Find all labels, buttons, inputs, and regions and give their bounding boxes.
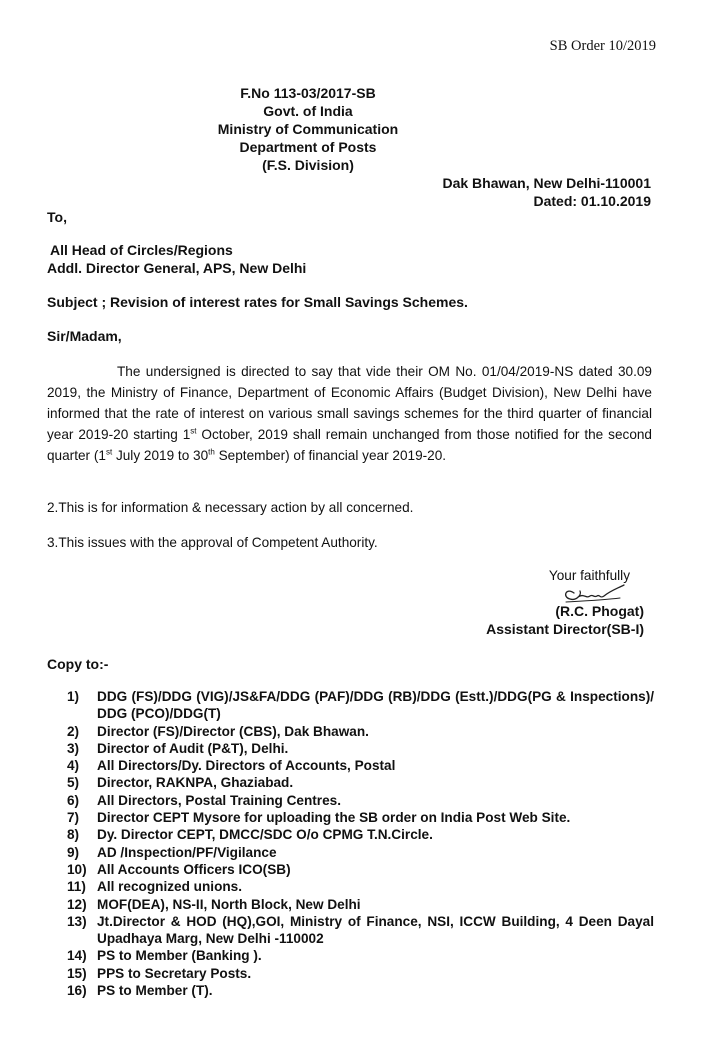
recipient-1: All Head of Circles/Regions bbox=[50, 242, 233, 258]
recipient-2: Addl. Director General, APS, New Delhi bbox=[47, 260, 307, 276]
salutation: Sir/Madam, bbox=[47, 328, 122, 344]
copy-to-item: 1) DDG (FS)/DDG (VIG)/JS&FA/DDG (PAF)/DDG (RB)/DDG (Estt.)/DDG(PG & Inspections)/ DDG (PCO)/DDG(T) bbox=[67, 689, 654, 722]
signatory-name: (R.C. Phogat) bbox=[555, 603, 644, 619]
copy-to-item: 7) Director CEPT Mysore for uploading the SB order on India Post Web Site. bbox=[67, 810, 571, 826]
department-name: Department of Posts bbox=[239, 139, 377, 155]
copy-to-item: 12) MOF(DEA), NS-II, North Block, New Delhi bbox=[67, 896, 361, 912]
copy-to-item: 8) Dy. Director CEPT, DMCC/SDC O/o CPMG T.N.Circle. bbox=[67, 827, 433, 843]
copy-to-item: 9) AD /Inspection/PF/Vigilance bbox=[67, 844, 277, 860]
office-address: Dak Bhawan, New Delhi-110001 bbox=[442, 175, 651, 191]
copy-to-list bbox=[67, 688, 654, 999]
handwritten-signature bbox=[560, 583, 630, 605]
copy-to-label: Copy to:- bbox=[47, 656, 109, 672]
order-number: SB Order 10/2019 bbox=[549, 38, 656, 54]
copy-to-item: 2) Director (FS)/Director (CBS), Dak Bhawan. bbox=[67, 723, 369, 739]
body-paragraph-2: 2.This is for information & necessary action by all concerned. bbox=[47, 500, 414, 515]
file-number: F.No 113-03/2017-SB bbox=[240, 85, 376, 101]
govt-of-india: Govt. of India bbox=[263, 103, 353, 119]
to-label: To, bbox=[47, 209, 67, 225]
copy-to-item: 10) All Accounts Officers ICO(SB) bbox=[67, 861, 291, 877]
copy-to-item: 4) All Directors/Dy. Directors of Accounts, Postal bbox=[67, 758, 396, 774]
copy-to-item: 6) All Directors, Postal Training Centres. bbox=[67, 792, 341, 808]
copy-to-item: 5) Director, RAKNPA, Ghaziabad. bbox=[67, 775, 294, 791]
copy-to-item: 13) Jt.Director & HOD (HQ),GOI, Ministry of Finance, NSI, ICCW Building, 4 Deen Dayal Upadhaya Marg, New Delhi -110002 bbox=[67, 913, 654, 947]
division-name: (F.S. Division) bbox=[262, 157, 354, 173]
closing-line: Your faithfully bbox=[548, 568, 630, 583]
body-paragraph-1: The undersigned is directed to say that vide their OM No. 01/04/2019-NS dated 30.09 2019, the Ministry of Finance, Department of Economic Affairs (Budget Division), New Delhi have informed that the rate of interest on various small savings schemes for the third quarter of financial year 2019-20 starting 1st October, 2019 shall remain unchanged from those notified for the second quarter (1st July 2019 to 30th September) of financial year 2019-20. bbox=[47, 364, 652, 463]
copy-to-item: 15) PPS to Secretary Posts. bbox=[67, 965, 252, 981]
date-line: Dated: 01.10.2019 bbox=[533, 193, 651, 209]
copy-to-item: 3) Director of Audit (P&T), Delhi. bbox=[67, 740, 289, 756]
subject-line: Subject ; Revision of interest rates for Small Savings Schemes. bbox=[47, 294, 468, 310]
ministry-name: Ministry of Communication bbox=[217, 121, 399, 137]
body-paragraph-3: 3.This issues with the approval of Competent Authority. bbox=[47, 535, 378, 550]
signatory-designation: Assistant Director(SB-I) bbox=[486, 621, 644, 637]
copy-to-item: 11) All recognized unions. bbox=[67, 879, 243, 895]
copy-to-item: 16) PS to Member (T). bbox=[67, 983, 213, 999]
copy-to-item: 14) PS to Member (Banking ). bbox=[67, 948, 262, 964]
